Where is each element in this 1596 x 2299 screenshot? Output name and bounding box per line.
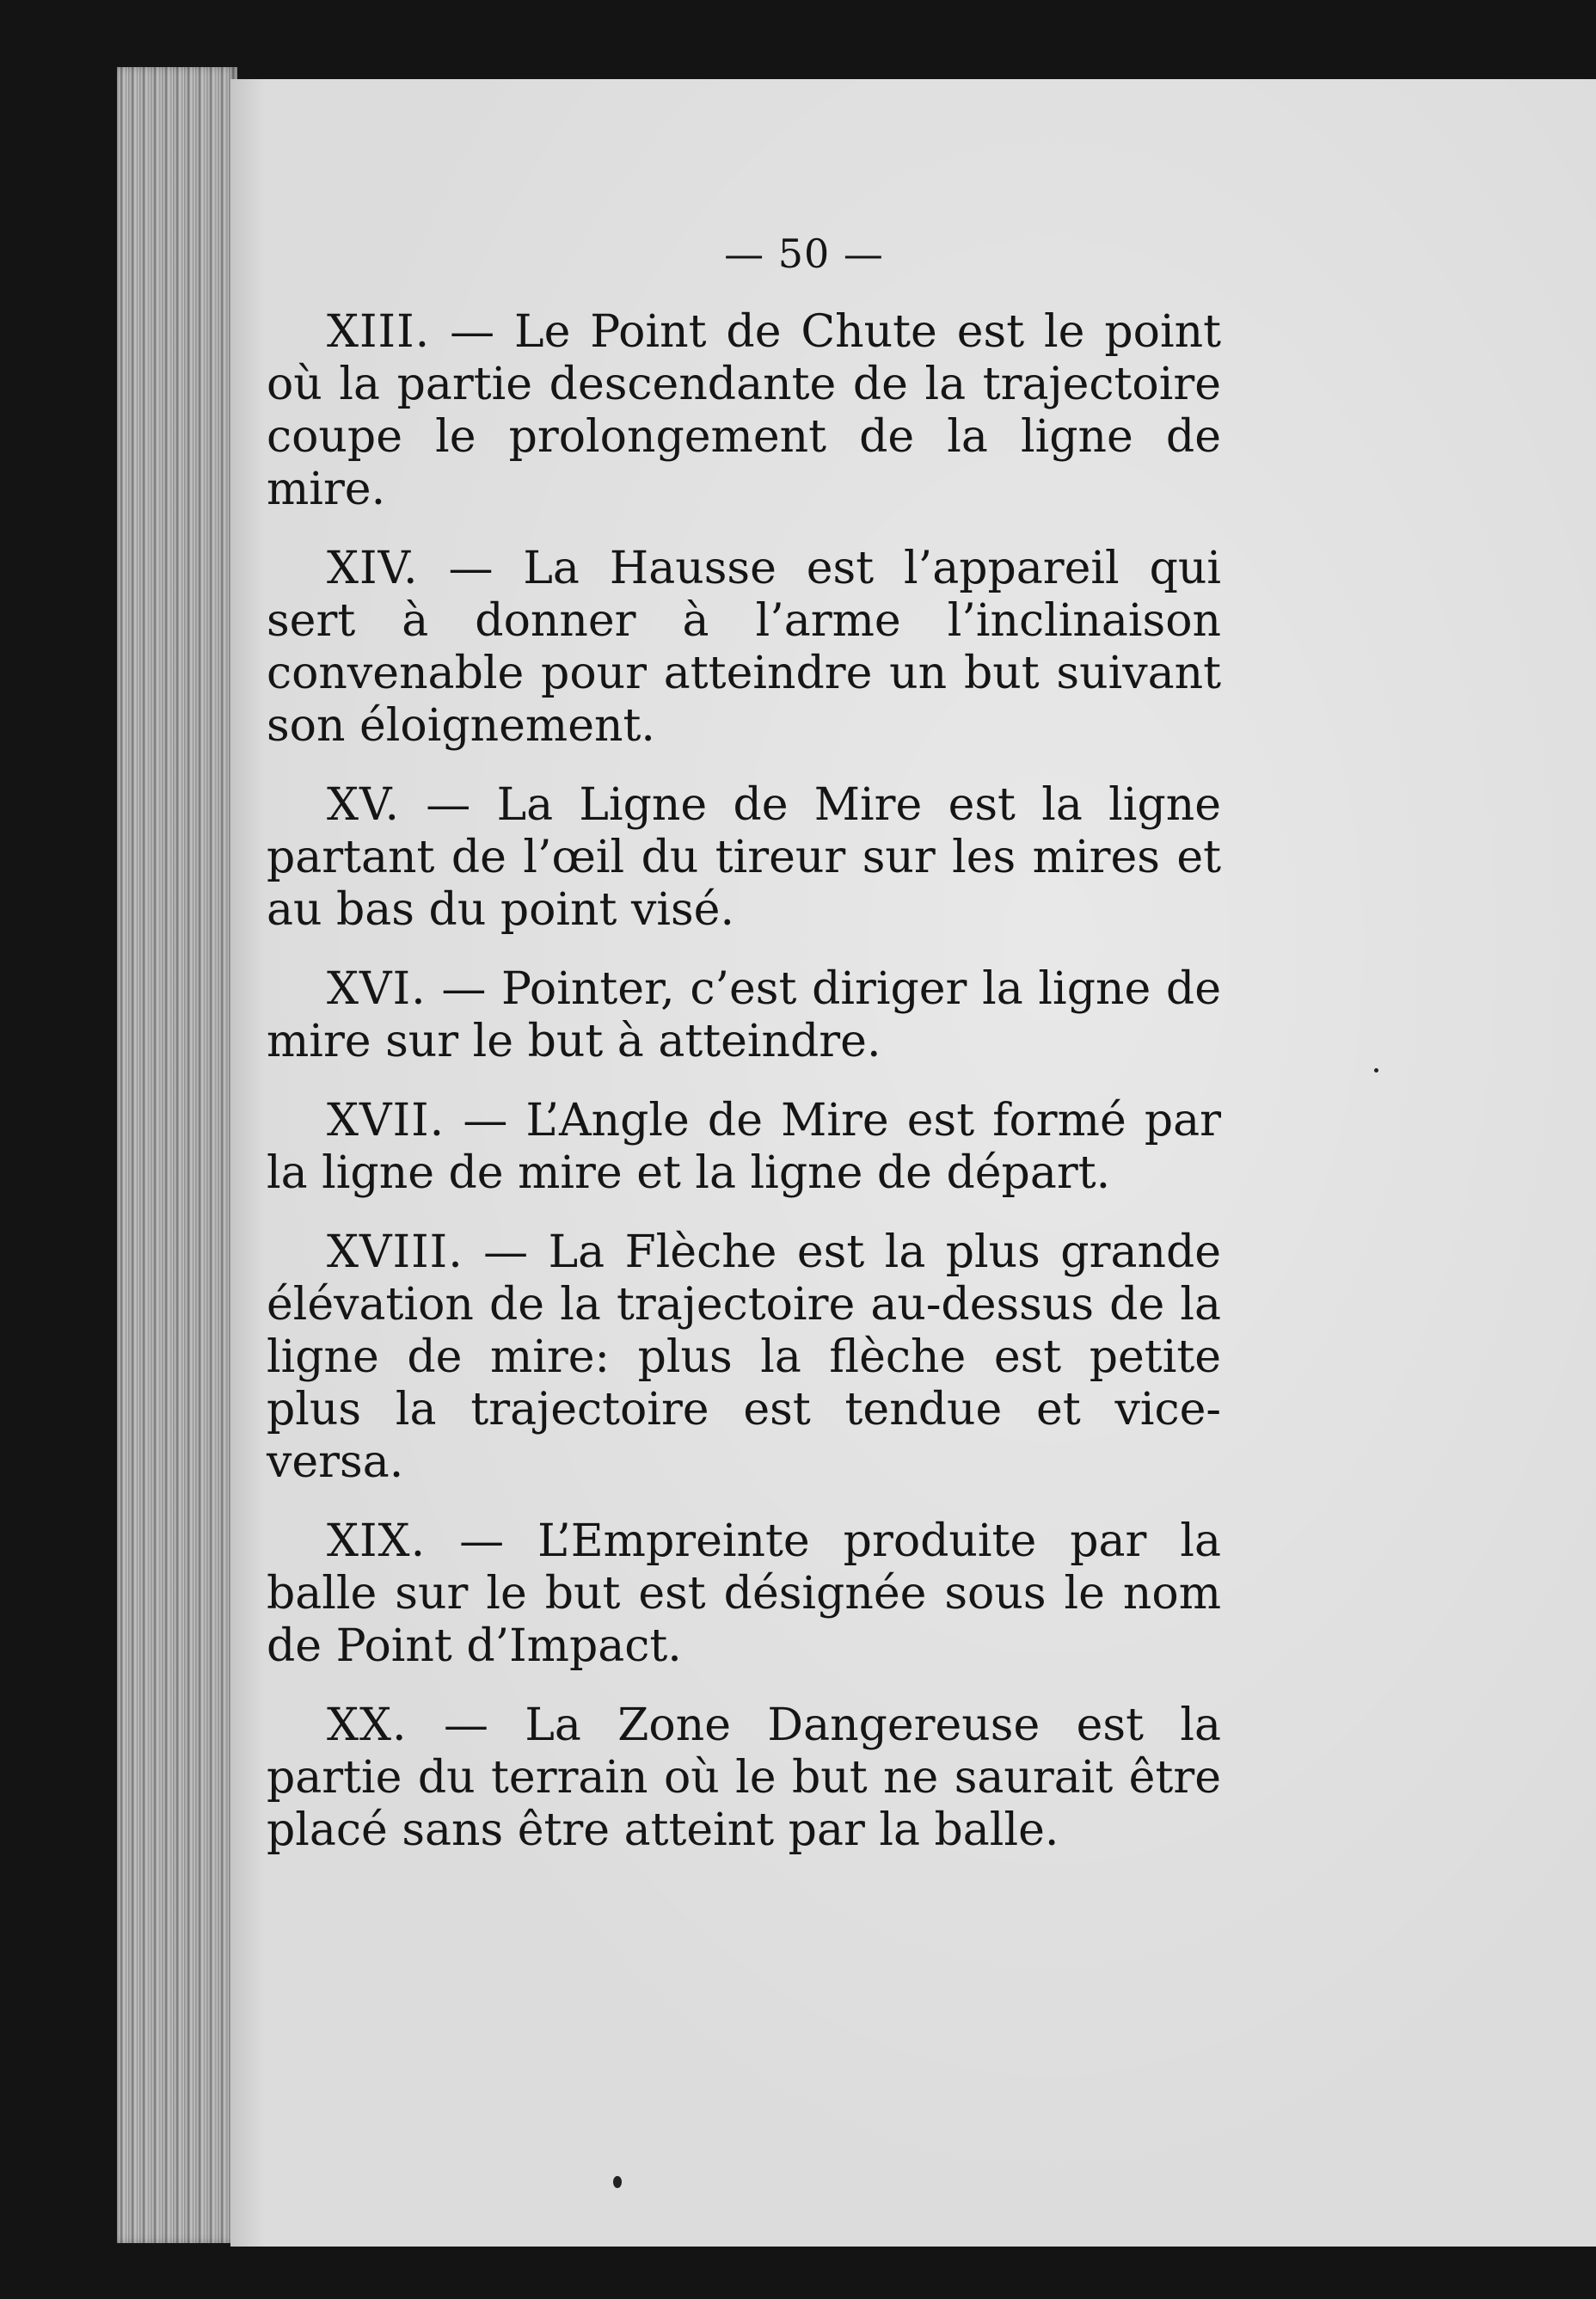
- paragraph-numeral: XIV.: [327, 543, 419, 594]
- paragraph-xix: [267, 1515, 1221, 1673]
- paragraph-numeral: XIX.: [327, 1515, 427, 1567]
- paragraph-xx: [267, 1700, 1221, 1857]
- paragraph-xvi: [267, 963, 1221, 1068]
- paragraph-xiii: [267, 306, 1221, 516]
- paragraph-numeral: XX.: [327, 1700, 408, 1751]
- paragraph-numeral: XVII.: [327, 1095, 445, 1146]
- paragraph-numeral: XVIII.: [327, 1226, 463, 1278]
- book-page-edges: [117, 67, 237, 2243]
- page-content: [267, 228, 1221, 1884]
- paragraph-text: — La Hausse est l’appareil qui sert à donner à l’arme l’inclinaison convenable pour atteindre un but suivant son éloignement.: [267, 543, 1221, 752]
- paragraph-text: — Le Point de Chute est le point où la partie descendante de la trajectoire coupe le prolongement de la ligne de mire.: [267, 306, 1221, 515]
- paragraph-text: — La Flèche est la plus grande élévation de la trajectoire au-dessus de la ligne de mire: plus la flèche est petite plus la trajectoire est tendue et vice-versa.: [267, 1226, 1221, 1488]
- paragraph-text: — La Ligne de Mire est la ligne partant de l’œil du tireur sur les mires et au bas du point visé.: [267, 779, 1221, 936]
- paragraph-numeral: XIII.: [327, 306, 431, 358]
- paragraph-xviii: [267, 1226, 1221, 1489]
- ink-speck: [613, 2176, 622, 2188]
- ink-speck: [1374, 1068, 1378, 1073]
- paragraph-text: — L’Angle de Mire est formé par la ligne de mire et la ligne de départ.: [267, 1095, 1221, 1199]
- paragraph-xvii: [267, 1095, 1221, 1200]
- paragraph-xv: [267, 779, 1221, 937]
- paragraph-text: — La Zone Dangereuse est la partie du terrain où le but ne saurait être placé sans être atteint par la balle.: [267, 1700, 1221, 1856]
- paragraph-xiv: [267, 543, 1221, 753]
- paragraph-text: — L’Empreinte produite par la balle sur le but est désignée sous le nom de Point d’Impact.: [267, 1515, 1221, 1672]
- paragraph-text: — Pointer, c’est diriger la ligne de mire sur le but à atteindre.: [267, 963, 1221, 1067]
- paragraph-numeral: XV.: [327, 779, 401, 831]
- paragraph-numeral: XVI.: [327, 963, 427, 1015]
- page-number: — 50 —: [724, 231, 884, 277]
